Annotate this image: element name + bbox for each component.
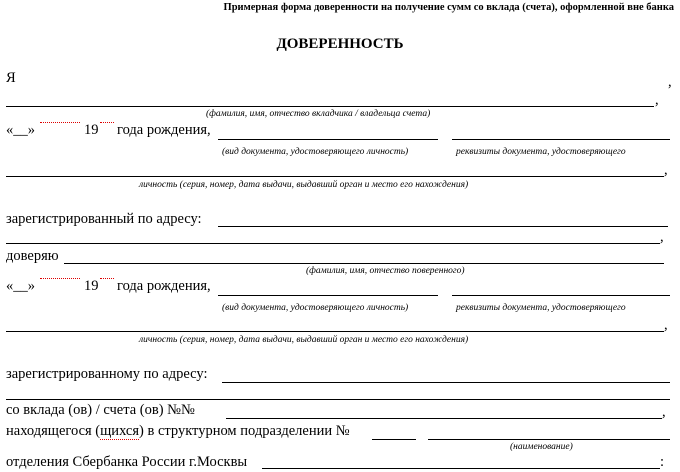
colon: :	[660, 454, 665, 470]
agent-birth-day-month: «__»	[6, 278, 35, 294]
agent-id-details-field[interactable]	[452, 295, 670, 296]
comma: ,	[660, 229, 664, 245]
located-pre: находящегося (	[6, 423, 101, 439]
comma: ,	[662, 404, 666, 420]
id-document-field[interactable]	[218, 139, 438, 140]
caption-agent-id-details: реквизиты документа, удостоверяющего	[456, 303, 626, 313]
caption-identity-line: личность (серия, номер, дата выдачи, выдавший орган и место его нахождения)	[139, 180, 469, 190]
branch-field[interactable]	[262, 468, 660, 469]
agent-birth-year-blank-2[interactable]	[100, 278, 114, 279]
caption-id-details: реквизиты документа, удостоверяющего	[456, 147, 626, 157]
label-branch: отделения Сбербанка России г.Москвы	[6, 454, 248, 470]
label-birth-year: года рождения,	[117, 122, 211, 138]
caption-agent-identity-line: личность (серия, номер, дата выдачи, выдавший орган и место его нахождения)	[139, 335, 469, 345]
label-ya: Я	[6, 70, 16, 86]
form-header-note: Примерная форма доверенности на получение сумм со вклада (счета), оформленной вне банка	[223, 2, 674, 13]
caption-principal-name: (фамилия, имя, отчество вкладчика / владельца счета)	[206, 109, 431, 119]
principal-name-field[interactable]	[6, 106, 654, 107]
birth-year-blank[interactable]	[40, 122, 80, 123]
identity-details-field[interactable]	[6, 176, 664, 177]
agent-birth-year-blank[interactable]	[40, 278, 80, 279]
caption-agent-id-document: (вид документа, удостоверяющего личность)	[222, 303, 409, 313]
comma: ,	[668, 74, 672, 90]
registered-address-field[interactable]	[218, 226, 668, 227]
id-details-field[interactable]	[452, 139, 670, 140]
label-from-deposit: со вклада (ов) / счета (ов) №№	[6, 402, 195, 418]
agent-birth-year-prefix: 19	[84, 278, 99, 294]
located-post: ) в структурном подразделении №	[139, 423, 350, 439]
agent-id-document-field[interactable]	[218, 295, 438, 296]
label-registered-at: зарегистрированный по адресу:	[6, 211, 202, 227]
birth-day-month: «__»	[6, 122, 35, 138]
label-entrust: доверяю	[6, 248, 59, 264]
caption-agent-name: (фамилия, имя, отчество поверенного)	[306, 266, 465, 276]
branch-name-field[interactable]	[428, 439, 670, 440]
comma: ,	[664, 317, 668, 333]
birth-year-prefix: 19	[84, 122, 99, 138]
agent-name-field[interactable]	[64, 263, 664, 264]
label-registered-to: зарегистрированному по адресу:	[6, 366, 208, 382]
label-located	[6, 423, 350, 440]
agent-label-birth-year: года рождения,	[117, 278, 211, 294]
account-numbers-field[interactable]	[226, 418, 662, 419]
located-squiggle: щихся	[100, 423, 140, 439]
caption-branch-name: (наименование)	[510, 442, 573, 452]
comma: ,	[664, 162, 668, 178]
birth-year-blank-2[interactable]	[100, 122, 114, 123]
comma: ,	[655, 92, 659, 108]
registered-address-field-2[interactable]	[6, 243, 660, 244]
agent-identity-details-field[interactable]	[6, 331, 664, 332]
agent-address-field-2[interactable]	[6, 399, 670, 400]
document-title: ДОВЕРЕННОСТЬ	[276, 36, 404, 52]
agent-address-field[interactable]	[222, 382, 670, 383]
caption-id-document: (вид документа, удостоверяющего личность)	[222, 147, 409, 157]
subdivision-number-field[interactable]	[372, 439, 416, 440]
